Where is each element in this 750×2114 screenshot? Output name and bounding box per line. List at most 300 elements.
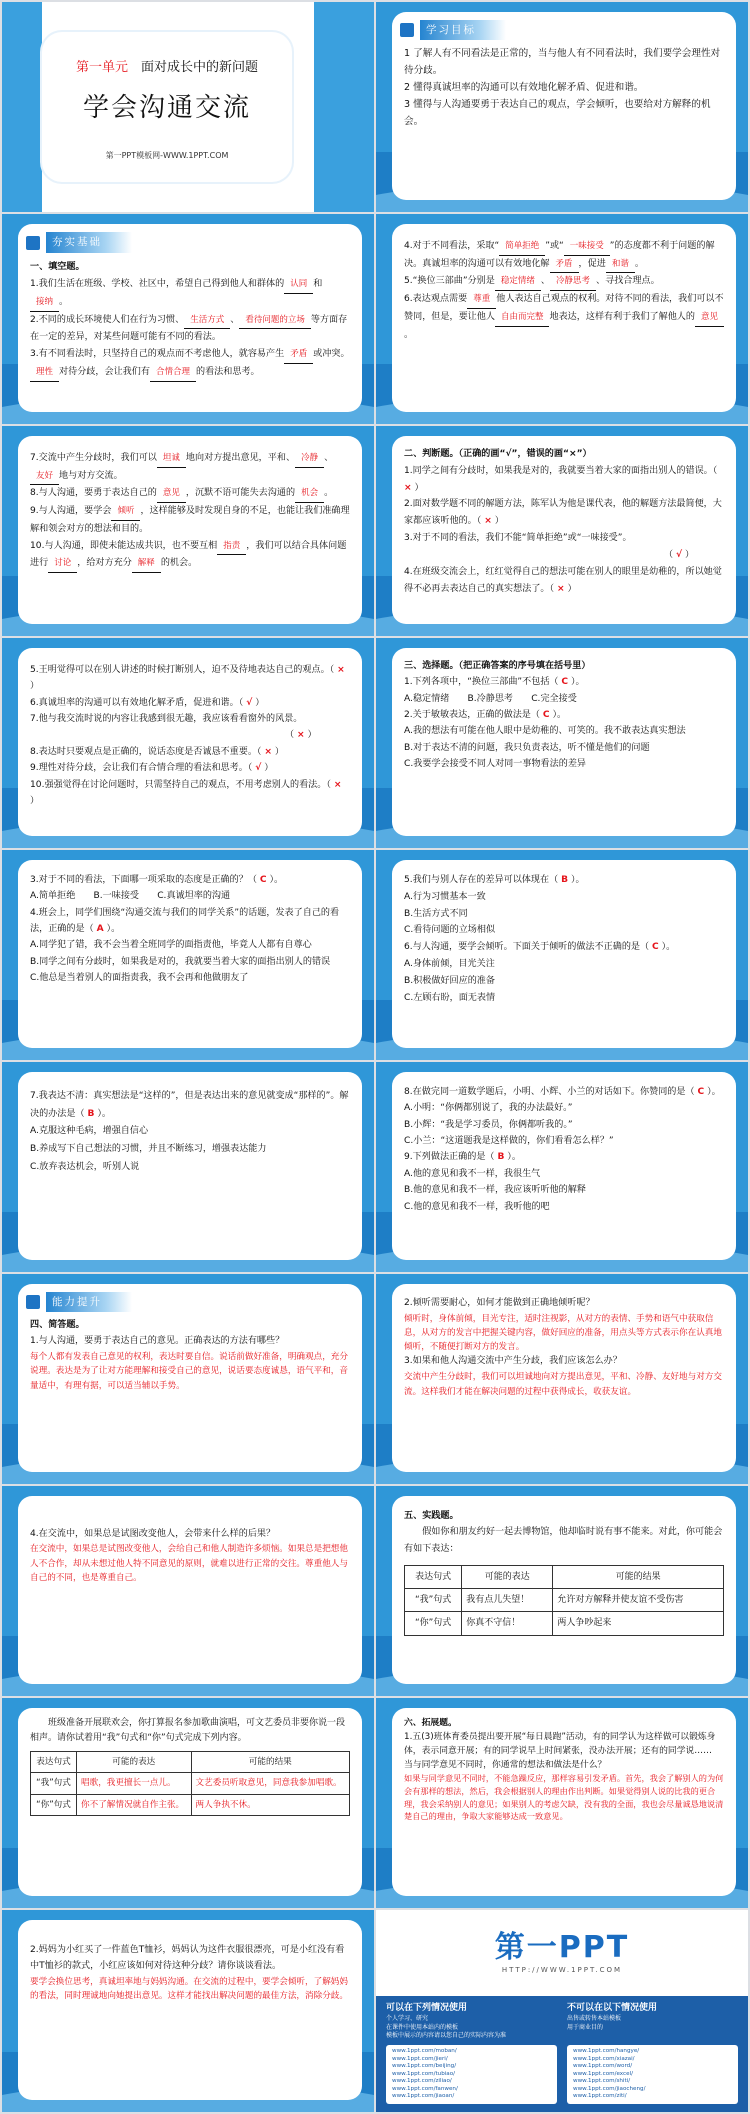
choice-q [30,905,350,938]
question-7 [30,450,350,485]
q-text: ） [414,482,424,493]
answer-fill: 看待问题的立场 [239,313,311,330]
section-header [400,20,724,40]
forbidden-line: 出售或转售本站模板 [567,2015,622,2023]
cover-right-band [314,2,374,212]
q-text: 4.在班级交流会上，红红觉得自己的想法可能在别人的眼里是幼稚的，所以她觉得不必再去表达自己的真实想法了。（ [404,566,722,594]
question-1 [30,276,350,311]
q-text: 。 [59,296,69,307]
cover-card [42,32,292,182]
allowed-line: 在课件中使用本站内的模板 [386,2023,459,2031]
table-cell: 允许对方解释并使友谊不受伤害 [553,1589,724,1612]
answer-fill: 矛盾 [284,347,313,364]
answer-fill: 生活方式 [184,313,230,330]
table-cell: “你”句式 [31,1794,77,1816]
q-text: 4.对于不同看法，采取“ [404,241,500,251]
intro-text: 班级准备开展联欢会，你打算报名参加歌曲演唱，可文艺委员非要你说一段相声。请你试着用“我”句式和“你”句式完成下列内容。 [30,1718,346,1744]
answer-text: 倾听时，身体前倾，目光专注，适时注视影，从对方的表情、手势和语气中获取信息，从对方的发言中把握关键内容，做好回应的准备，用点头等方式表示你在认真地倾听，不随便打断对方的发言。 [404,1313,722,1353]
answer-mark: C [259,875,267,885]
answer-fill: 理性 [30,365,59,382]
unit-label: 第一单元 [75,60,128,75]
link[interactable]: www.1ppt.com/tubiao/ [392,2070,456,2077]
q-text: 6.真诚坦率的沟通可以有效地化解矛盾，促进和谐。（ [30,697,244,708]
answer-fill: 一味接受 [564,239,610,256]
slide-cover [2,2,374,212]
link[interactable]: www.1ppt.com/excel/ [573,2070,633,2077]
header-icon [26,236,40,250]
slide-ability-2 [376,1274,748,1484]
q-text: ） [274,746,285,757]
link[interactable]: www.1ppt.com/shiti/ [573,2078,631,2085]
answer-fill: 自由而完整 [495,310,550,327]
table-cell: 两人争执不休。 [191,1794,349,1816]
q-text: 。 [324,488,334,499]
choice-option: C.小兰：“这道题我是这样做的，你们看看怎么样？” [404,1136,614,1147]
q-text: ） [264,763,274,774]
q-text: 地表达，这样有利于我们了解他人的 [549,311,695,322]
judge-item [30,662,350,695]
brand-logo: 第一PPT [494,1930,630,1965]
judge-item [30,695,350,711]
link[interactable]: www.1ppt.com/jiaoan/ [392,2093,455,2100]
link[interactable]: www.1ppt.com/ziti/ [573,2093,627,2100]
slide-choice-5 [376,1062,748,1272]
q-text: ） [30,795,40,806]
table-header: 可能的表达 [462,1566,553,1589]
table-cell: 我有点儿失望！ [462,1589,553,1612]
answer-mark: C [561,677,569,688]
q-text: 1.同学之间有分歧时，如果我是对的，我就要当着大家的面指出别人的错误。（ [404,465,718,476]
q-text: 、 [230,314,240,325]
answer-mark: C [697,1087,705,1097]
answer-fill: 指责 [217,539,246,556]
question-text: 当与同学意见不同时，你通常的想法和做法是什么？ [404,1760,607,1771]
answer-fill: 尊重 [467,292,496,309]
forbidden-line: 用于商业目的 [567,2023,604,2031]
q-text: 4.班会上，同学们围绕“沟通交流与我们的同学关系”的话题，发表了自己的看法，正确的是（ [30,907,340,935]
cover-left-band [2,2,42,212]
slide-judge-2 [2,638,374,848]
choice-card-4 [18,1072,362,1260]
allowed-column [386,2002,557,2041]
section-title: 一、填空题。 [30,262,85,273]
choice-option: B.养成写下自己想法的习惯，并且不断练习，增强表达能力 [30,1144,267,1155]
q-text: 、 [324,453,334,463]
table-cell: 你不了解情况就自作主张。 [77,1794,192,1816]
intro-text: 假如你和朋友约好一起去博物馆，他却临时说有事不能来。对此，你可能会有如下表达： [404,1527,723,1554]
answer-mark: × [484,516,492,527]
question-text: 1.五(3)班体育委员提出要开展“每日晨跑”活动，有的同学认为这样做可以锻炼身体，表示同意开展；有的同学说早上时间紧张，没办法开展；还有的同学说…… [404,1732,716,1757]
choice-option: C.他总是当着别人的面指责我，我不会再和他做朋友了 [30,973,249,984]
link[interactable]: www.1ppt.com/ziliao/ [392,2078,452,2085]
choice-card-3 [392,860,736,1048]
slide-basics-3 [2,426,374,636]
choice-option: B.对于表达不清的问题，我只负责表达，听不懂是他们的问题 [404,742,650,753]
table-header-row [31,1751,350,1773]
site-label: 第一PPT模板网-WWW.1PPT.COM [105,151,229,160]
header-label: 能力提升 [46,1292,132,1312]
q-text: 5.我们与别人存在的差异可以体现在（ [404,875,559,885]
choice-option: C.左顾右盼，面无表情 [404,992,496,1003]
slide-ability-3 [2,1486,374,1696]
choice-option: B.生活方式不同 [404,908,468,919]
choice-option: C.看待问题的立场相似 [404,925,496,936]
q-text: 、 [540,276,550,287]
q-text: 7.我表达不清：真实想法是“这样的”，但是表达出来的意见就变成“那样的”。解决的办法是（ [30,1091,349,1119]
question-5 [404,273,724,291]
links-right [567,2045,738,2104]
license-columns [386,2002,738,2041]
q-text: ，促进 [578,258,606,269]
answer-fill: 倾听 [111,504,140,521]
answer-fill: 意见 [157,486,186,503]
section-title: 三、选择题。（把正确答案的序号填在括号里） [404,661,591,671]
q-text: 5.“换位三部曲”分别是 [404,276,495,287]
slide-choice-4 [2,1062,374,1272]
goal-item: 1 了解人有不同看法是正常的，当与他人有不同看法时，我们要学会理性对待分歧。 [404,48,721,77]
links-left [386,2045,557,2104]
choice-q [404,707,724,723]
answer-mark: × [333,779,342,790]
q-text: 9.与人沟通，要学会 [30,506,112,517]
q-text: 1.下列各项中，“换位三部曲”不包括（ [404,677,559,688]
q-text: 。 [634,258,644,269]
choice-option: A.身体前倾，目光关注 [404,959,495,970]
q-text: ）。 [552,710,567,721]
basics-card-1 [18,224,362,412]
question-text: 2.妈妈为小红买了一件蓝色T恤衫，妈妈认为这件衣服很漂亮，可是小红没有看中T恤衫的款式，小红应该如何对待这种分歧？请你谈谈看法。 [30,1945,345,1972]
choice-option: B.小辉：“我是学习委员，你俩都听我的。” [404,1119,573,1130]
judge-card-2 [18,648,362,836]
q-text: 3.对于不同的看法，下面哪一项采取的态度是正确的？（ [30,875,257,885]
link[interactable]: www.1ppt.com/jiaocheng/ [573,2085,646,2092]
practice-card-1 [392,1496,736,1684]
answer-mark: √ [246,697,253,708]
answer-mark: × [556,583,565,594]
q-text: ） [30,681,40,692]
link[interactable]: www.1ppt.com/jieri/ [392,2055,448,2062]
q-text: 10.与人沟通，即使未能达成共识，也不要互相 [30,540,218,551]
choice-option: A.同学犯了错，我不会当着全班同学的面指责他，毕竟人人都有自尊心 [30,940,312,951]
question-6 [404,291,724,343]
q-text: 9.理性对待分歧，会让我们有合情合理的看法和思考。（ [30,763,253,774]
answer-text: 如果与同学意见不同时，不能急躁反应，那样容易引发矛盾。首先，我会了解别人的为何会有那样的想法，然后，我会根据别人的理由作出判断。如果觉得别人说的比我的更合理，我会采纳别人的意见；如果别人的考虑欠缺，没有我的全面，我也会尽量诚恳地说清楚自己的理由，争取大家能够达成一致意见。 [404,1773,724,1822]
judge-item [30,760,350,776]
header-icon [400,23,414,37]
links-area [386,2045,738,2104]
judge-item [404,564,724,598]
judge-item: 7.他与我交流时说的内容让我感到很无趣，我应该看看窗外的风景。 （ × ） [30,714,317,741]
link[interactable]: www.1ppt.com/xiazai/ [573,2055,635,2062]
answer-text: 要学会换位思考，真诚坦率地与妈妈沟通。在交流的过程中，要学会倾听，了解妈妈的看法，同时理诚地向她提出意见。这样才能找出解决问题的最佳方法，消除分歧。 [30,1976,348,2001]
table-row [405,1589,724,1612]
section-header [26,1292,350,1312]
q-text: ）。 [507,1152,521,1163]
answer-mark: C [542,710,550,721]
q-text: ）。 [571,677,585,688]
header-icon [26,1295,40,1309]
practice-card-2 [18,1708,362,1896]
choice-option: A.小明：“你俩都别说了，我的办法最好。” [404,1103,573,1114]
ability-card-3 [18,1496,362,1684]
question-10 [30,538,350,573]
judge-item [30,777,350,810]
answer-mark: × [337,665,345,675]
answer-fill: 稳定情绪 [495,274,541,291]
q-text: 8.与人沟通，要勇于表达自己的 [30,488,157,499]
table-cell: 两人争吵起来 [553,1612,724,1635]
question-8 [30,485,350,503]
choice-q [30,872,350,888]
page-title: 学会沟通交流 [82,93,251,123]
question-text: 1.与人沟通，要勇于表达自己的意见。正确表达的方法有哪些？ [30,1336,285,1347]
choice-card-5 [392,1072,736,1260]
question-text: 4.在交流中，如果总是试图改变他人，会带来什么样的后果？ [30,1529,276,1539]
q-text: 6.表达观点需要 [404,294,468,305]
q-text: 2.不同的成长环境使人们在行为习惯、 [30,314,185,325]
slide-license [376,1910,748,2112]
q-text: 对待分歧，会让我们有 [59,366,150,377]
link[interactable]: www.1ppt.com/word/ [573,2063,633,2070]
slide-goals [376,2,748,212]
section-title: 六、拓展题。 [404,1718,457,1728]
question-text: 2.倾听需要耐心，如何才能做到正确地倾听呢？ [404,1298,595,1308]
answer-mark: √ [676,549,683,560]
q-text: 7.他与我交流时说的内容让我感到很无趣，我应该看看窗外的风景。 [30,714,303,725]
question-9 [30,503,350,538]
choice-card-2 [18,860,362,1048]
q-text: 5.王明觉得可以在别人讲述的时候打断别人，迫不及待地表达自己的观点。（ [30,665,335,675]
q-text: 3.有不同看法时，只坚持自己的观点而不考虑他人，就容易产生 [30,349,285,360]
slide-basics-2 [376,214,748,424]
question-4 [404,238,724,273]
slide-extension-2 [2,1910,374,2112]
q-text: 7.交流中产生分歧时，我们可以 [30,453,157,463]
forbidden-column [567,2002,738,2041]
answer-fill: 解释 [132,556,161,573]
logo-area [376,1910,748,1996]
slide-choice-3 [376,850,748,1060]
brand-url: HTTP://WWW.1PPT.COM [501,1966,623,1974]
table-cell: 文艺委员听取意见，同意我参加唱歌。 [191,1773,349,1795]
answer-table [30,1751,350,1817]
q-text: 2.关于敏敏表达，正确的做法是（ [404,710,540,721]
q-text: 8.表达时只要观点是正确的，说话态度是否诚恳不重要。（ [30,746,262,757]
q-text: ） [255,697,265,708]
choice-q [404,939,724,956]
answer-fill: 接纳 [30,295,59,312]
slide-basics-1 [2,214,374,424]
goal-item: 3 懂得与人沟通要勇于表达自己的观点，学会倾听，也要给对方解释的机会。 [404,98,711,127]
q-text: 地向对方提出意见，平和、 [185,453,296,463]
table-cell: “我”句式 [31,1773,77,1795]
answer-fill: 坦诚 [157,451,186,468]
choice-option: A.行为习惯基本一致 [404,891,486,902]
goal-item: 2 懂得真诚坦率的沟通可以有效地化解矛盾、促进和谐。 [404,81,644,93]
basics-card-3 [18,436,362,624]
judge-item [30,744,350,760]
table-row [31,1794,350,1816]
table-header-row [405,1566,724,1589]
choice-q [30,1088,350,1123]
allowed-line: 个人学习、研究 [386,2015,429,2023]
table-header: 可能的表达 [77,1751,192,1773]
section-title: 二、判断题。（正确的画“√”，错误的画“×”） [404,449,592,459]
link[interactable]: www.1ppt.com/beijing/ [392,2063,457,2070]
table-cell: 你真不守信！ [462,1612,553,1635]
q-text: ，沉默不语可能失去沟通的 [185,488,296,499]
q-text: ）。 [97,1108,111,1119]
allowed-title: 可以在下列情况使用 [386,2003,468,2013]
choice-option: B.他的意见和我不一样，我应该听听他的解释 [404,1185,586,1196]
answer-text: 交流中产生分歧时，我们可以坦诚地向对方提出意见，平和、冷静、友好地与对方交流。这样我们才能在解决问题的过程中获得成长，收获友谊。 [404,1372,722,1397]
answer-mark: B [497,1152,505,1163]
q-text: 和 [313,279,323,290]
choice-option: B.积极做好回应的准备 [404,975,495,986]
table-row [405,1612,724,1635]
choice-options: A.稳定情绪 B.冷静思考 C.完全接受 [404,693,577,704]
unit-title: 面对成长中的新问题 [141,60,259,75]
table-header: 可能的结果 [191,1751,349,1773]
header-label: 夯实基础 [46,232,132,253]
extension-card-1 [392,1708,736,1896]
question-2 [30,312,350,347]
ability-card-2 [392,1284,736,1472]
slide-judge-1 [376,426,748,636]
slide-choice-1 [376,638,748,848]
q-text: 的机会。 [160,558,198,569]
basics-card-2 [392,224,736,412]
question-3 [30,346,350,381]
q-text: 、寻找合理点。 [596,276,660,287]
q-text: 1.我们生活在班级、学校、社区中，希望自己得到他人和群体的 [30,279,285,290]
answer-mark: √ [255,763,262,774]
table-cell: 唱歌，我更擅长一点儿。 [77,1773,192,1795]
q-text: 10.强强觉得在讨论问题时，只需坚持自己的观点，不用考虑别人的看法。（ [30,779,331,790]
section-title: 四、简答题。 [30,1320,85,1331]
q-text: 地与对方交流。 [59,470,123,481]
goals-card [392,12,736,200]
q-text: ”或“ [545,241,564,251]
answer-fill: 认同 [284,277,313,294]
section-title: 五、实践题。 [404,1511,459,1521]
q-text: ，我们可以结合具体问题进行 [30,540,347,569]
q-text: ，给对方充分 [77,558,132,569]
q-text: 他人表达自己观点的权利。对待不同的看法，我们可以不赞同，但是，要让他人 [404,294,724,322]
answer-mark: B [87,1108,95,1119]
q-text: 2.面对数学题不同的解题方法，陈军认为他是课代表，他的解题方法最简便，大家都应该听他的。（ [404,499,722,527]
expression-table [404,1565,724,1636]
link[interactable]: www.1ppt.com/fanwen/ [392,2085,458,2092]
q-text: ）。 [106,924,121,935]
q-text: ）。 [661,942,676,953]
q-text: ） [567,583,577,594]
extension-card-2 [18,1920,362,2100]
answer-mark: A [96,924,104,935]
q-text: 或冲突。 [313,349,350,360]
answer-mark: × [297,730,305,741]
slide-choice-2 [2,850,374,1060]
table-header: 表达句式 [405,1566,462,1589]
slide-ability-1 [2,1274,374,1484]
table-cell: “我”句式 [405,1589,462,1612]
question-text: 3.如果和他人沟通交流中产生分歧，我们应该怎么办？ [404,1356,622,1367]
q-text: ，这样能够及时发现自身的不足，也能让我们准确理解和领会对方的想法和目的。 [30,506,350,534]
answer-fill: 机会 [295,486,324,503]
link[interactable]: www.1ppt.com/hangye/ [573,2048,640,2055]
answer-fill: 意见 [695,310,724,327]
choice-q [404,1084,724,1100]
answer-fill: 矛盾 [550,257,579,274]
choice-option: B.同学之间有分歧时，如果我是对的，我就要当着大家的面指出别人的错误 [30,956,331,967]
q-text: 等方面存在一定的差异，对某些问题可能有不同的看法。 [30,314,348,343]
answer-mark: B [561,875,569,885]
table-header: 表达句式 [31,1751,77,1773]
choice-card-1 [392,648,736,836]
choice-option: A.克服这种毛病，增强自信心 [30,1126,149,1137]
q-text: ）。 [707,1087,721,1097]
allowed-line: 模板中展示的内容请以您自己的实际内容为准 [386,2032,507,2040]
choice-q [404,1149,724,1165]
answer-fill: 合情合理 [150,365,196,382]
q-text: 3.对于不同的看法，我们不能“简单拒绝”或“一味接受”。 [404,533,632,544]
q-text: ） [494,516,504,527]
answer-text: 在交流中，如果总是试图改变他人，会给自己和他人制造许多烦恼。如果总是把想他人不合作，却从未想过他人特不同意见的原则，就难以进行正常的交往。尊重他人与自己的不同，也是尊重自己。 [30,1544,348,1583]
answer-fill: 讨论 [48,556,77,573]
table-row [31,1773,350,1795]
section-header [26,232,350,253]
table-header: 可能的结果 [553,1566,724,1589]
q-text: 9.下列做法正确的是（ [404,1152,495,1163]
q-text: ）。 [269,875,284,885]
choice-option: C.我要学会接受不同人对同一事物看法的差异 [404,759,587,770]
choice-option: C.他的意见和我不一样，我听他的吧 [404,1201,550,1212]
judge-item [404,496,724,530]
slide-practice-2 [2,1698,374,1908]
link[interactable]: www.1ppt.com/moban/ [392,2048,457,2055]
table-cell: “你”句式 [405,1612,462,1635]
ability-card-1 [18,1284,362,1472]
choice-option: A.他的意见和我不一样，我很生气 [404,1168,541,1179]
license-panel [376,1996,748,2112]
forbidden-title: 不可以在以下情况使用 [567,2003,658,2013]
judge-item [404,463,724,497]
judge-item: 3.对于不同的看法，我们不能“简单拒绝”或“一味接受”。 （ √ ） [404,533,695,560]
answer-mark: × [264,746,273,757]
answer-fill: 简单拒绝 [499,239,545,256]
answer-text: 每个人都有发表自己意见的权利，表达时要自信。说话前做好准备，明确观点，充分说理。表达是为了让对方能理解和接受自己的意见，说话要态度诚恳，语气平和，音量适中，有理有据，可以适当辅以手势。 [30,1352,348,1391]
choice-q [404,872,724,889]
choice-options: A.简单拒绝 B.一味接受 C.真诚坦率的沟通 [30,891,231,902]
answer-fill: 冷静 [295,451,324,468]
q-text: 8.在做完同一道数学题后，小明、小辉、小兰的对话如下。你赞同的是（ [404,1087,695,1097]
slide-practice-1 [376,1486,748,1696]
answer-fill: 友好 [30,469,59,486]
choice-option: A.我的想法有可能在他人眼中是幼稚的、可笑的。我不敢表达真实想法 [404,726,686,737]
answer-mark: × [404,482,412,493]
header-label: 学习目标 [420,20,506,40]
choice-q [404,674,724,690]
q-text: ）。 [570,875,585,885]
q-text: 。 [404,329,414,340]
q-text: ”的态度都不利于问题的解决。真诚坦率的沟通可以有效地化解 [404,241,715,269]
q-text: 的看法和思考。 [195,366,260,377]
answer-fill: 和谐 [606,257,635,274]
answer-mark: C [652,942,659,953]
q-text: 6.与人沟通，要学会倾听。下面关于倾听的做法不正确的是（ [404,942,650,953]
judge-card-1 [392,436,736,624]
choice-option: C.放弃表达机会，听别人说 [30,1161,140,1172]
